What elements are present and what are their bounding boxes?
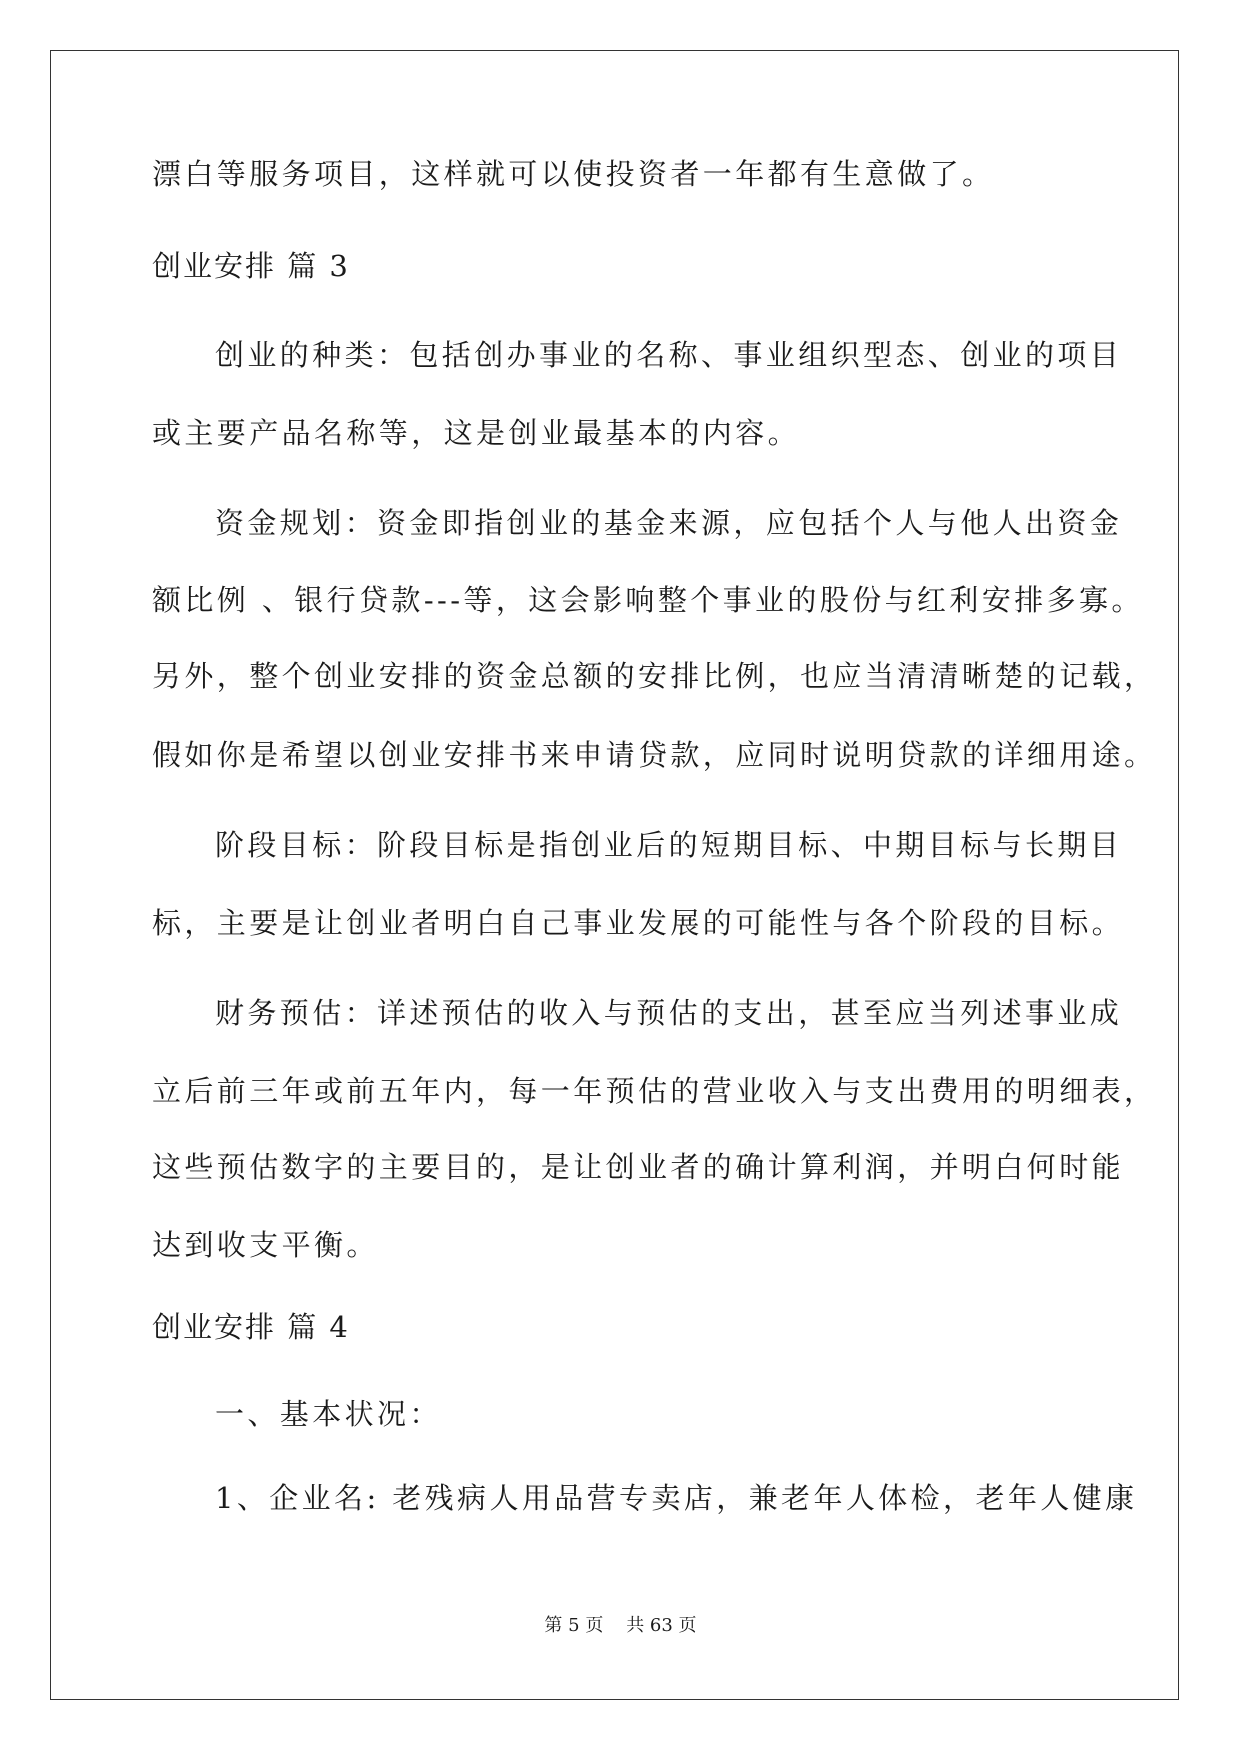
paragraph-line: 额比例 、银行贷款---等，这会影响整个事业的股份与红利安排多寡。 <box>152 583 1144 617</box>
paragraph-line: 这些预估数字的主要目的，是让创业者的确计算利润，并明白何时能 <box>152 1150 1125 1184</box>
page-number: 第 5 页 共 63 页 <box>544 1615 697 1636</box>
paragraph-line: 或主要产品名称等，这是创业最基本的内容。 <box>152 416 801 450</box>
paragraph-line: 创业的种类：包括创办事业的名称、事业组织型态、创业的项目 <box>215 338 1123 372</box>
section-heading-4: 创业安排 篇 4 <box>152 1310 350 1344</box>
paragraph-line: 标，主要是让创业者明白自己事业发展的可能性与各个阶段的目标。 <box>152 906 1125 940</box>
paragraph-line: 立后前三年或前五年内，每一年预估的营业收入与支出费用的明细表， <box>152 1074 1157 1108</box>
paragraph-line: 另外，整个创业安排的资金总额的安排比例，也应当清清晰楚的记载， <box>152 659 1157 693</box>
paragraph-line: 达到收支平衡。 <box>152 1228 379 1262</box>
paragraph-line: 资金规划：资金即指创业的基金来源，应包括个人与他人出资金 <box>215 506 1123 540</box>
paragraph-line: 财务预估：详述预估的收入与预估的支出，甚至应当列述事业成 <box>215 996 1123 1030</box>
paragraph-line: 一、基本状况： <box>215 1397 442 1431</box>
paragraph-line: 漂白等服务项目，这样就可以使投资者一年都有生意做了。 <box>152 157 995 191</box>
page-footer <box>0 1614 1241 1638</box>
paragraph-line: 1、企业名: 老残病人用品营专卖店，兼老年人体检，老年人健康 <box>215 1481 1138 1515</box>
page-border <box>50 50 1179 1700</box>
paragraph-line: 阶段目标：阶段目标是指创业后的短期目标、中期目标与长期目 <box>215 828 1123 862</box>
paragraph-line: 假如你是希望以创业安排书来申请贷款，应同时说明贷款的详细用途。 <box>152 738 1157 772</box>
section-heading-3: 创业安排 篇 3 <box>152 249 350 283</box>
